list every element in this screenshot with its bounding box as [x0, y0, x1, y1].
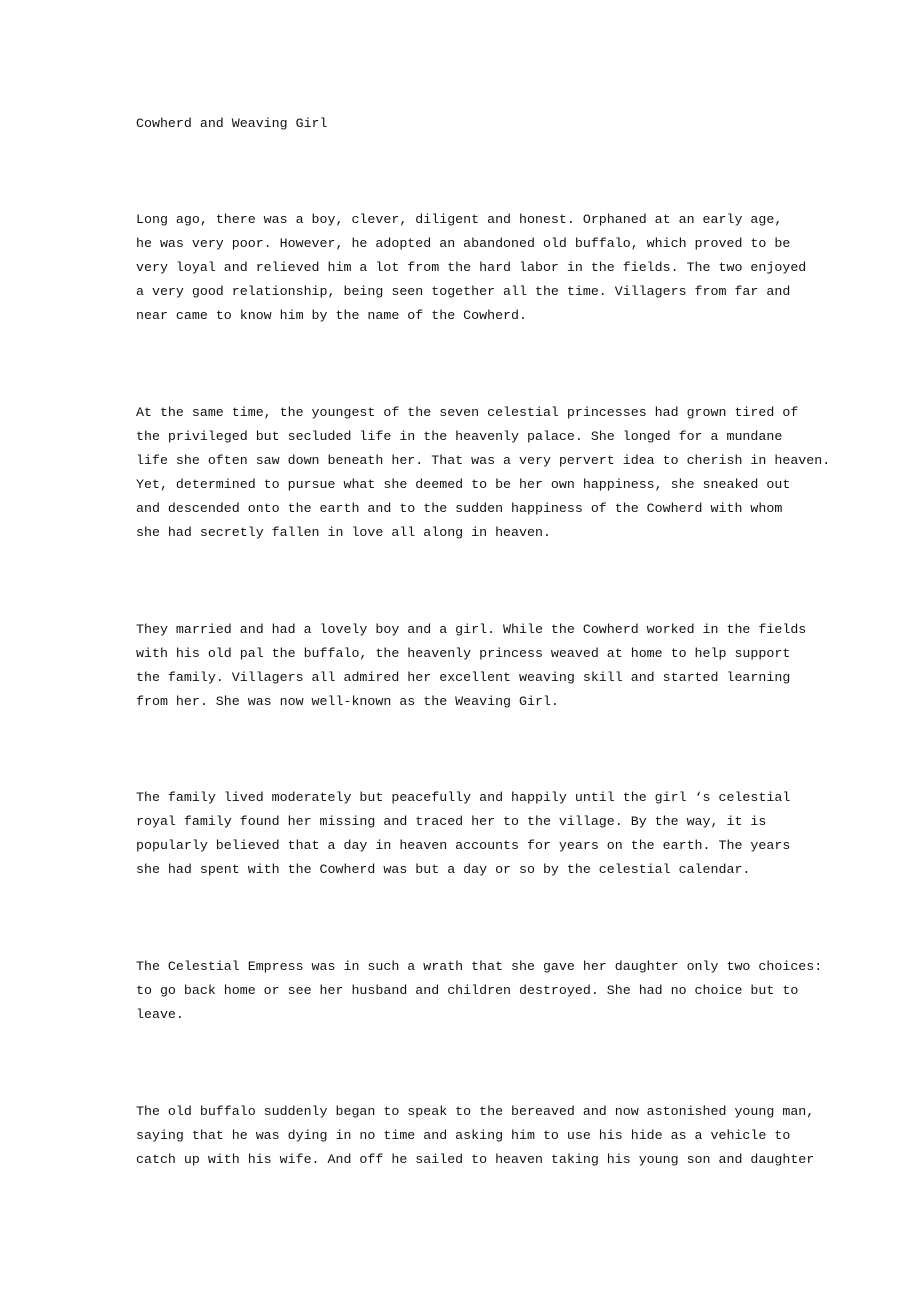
paragraph — [136, 401, 831, 545]
text-line: The family lived moderately but peacefully and happily until the girl ‘s celestial — [136, 790, 791, 805]
text-line: with his old pal the buffalo, the heavenly princess weaved at home to help support — [136, 646, 791, 661]
text-line: and descended onto the earth and to the sudden happiness of the Cowherd with whom — [136, 501, 783, 516]
text-line: At the same time, the youngest of the seven celestial princesses had grown tired of — [136, 405, 799, 420]
text-line: very loyal and relieved him a lot from the hard labor in the fields. The two enjoyed — [136, 260, 807, 275]
text-line: Long ago, there was a boy, clever, diligent and honest. Orphaned at an early age, — [136, 212, 783, 227]
text-line: popularly believed that a day in heaven accounts for years on the earth. The years — [136, 838, 791, 853]
text-line: royal family found her missing and traced her to the village. By the way, it is — [136, 814, 767, 829]
paragraph — [136, 955, 823, 1027]
text-line: the privileged but secluded life in the heavenly palace. She longed for a mundane — [136, 429, 783, 444]
text-line: she had spent with the Cowherd was but a day or so by the celestial calendar. — [136, 862, 751, 877]
text-line: They married and had a lovely boy and a girl. While the Cowherd worked in the fields — [136, 622, 807, 637]
text-line: The old buffalo suddenly began to speak to the bereaved and now astonished young man, — [136, 1104, 815, 1119]
text-line: The Celestial Empress was in such a wrath that she gave her daughter only two choices: — [136, 959, 823, 974]
text-line: he was very poor. However, he adopted an abandoned old buffalo, which proved to be — [136, 236, 791, 251]
text-line: saying that he was dying in no time and asking him to use his hide as a vehicle to — [136, 1128, 791, 1143]
text-line: life she often saw down beneath her. That was a very pervert idea to cherish in heaven. — [136, 453, 831, 468]
text-line: leave. — [136, 1007, 184, 1022]
text-line: Yet, determined to pursue what she deemed to be her own happiness, she sneaked out — [136, 477, 791, 492]
text-line: the family. Villagers all admired her excellent weaving skill and started learning — [136, 670, 791, 685]
paragraph — [136, 786, 806, 882]
text-line: near came to know him by the name of the Cowherd. — [136, 308, 527, 323]
text-line: to go back home or see her husband and children destroyed. She had no choice but to — [136, 983, 799, 998]
paragraph — [136, 1100, 815, 1172]
text-line: she had secretly fallen in love all along in heaven. — [136, 525, 551, 540]
text-line: catch up with his wife. And off he sailed to heaven taking his young son and daughter — [136, 1152, 815, 1167]
text-line: from her. She was now well-known as the Weaving Girl. — [136, 694, 559, 709]
text-line: a very good relationship, being seen together all the time. Villagers from far and — [136, 284, 791, 299]
paragraph — [136, 618, 806, 714]
document-title: Cowherd and Weaving Girl — [136, 116, 328, 131]
paragraph — [136, 208, 806, 328]
